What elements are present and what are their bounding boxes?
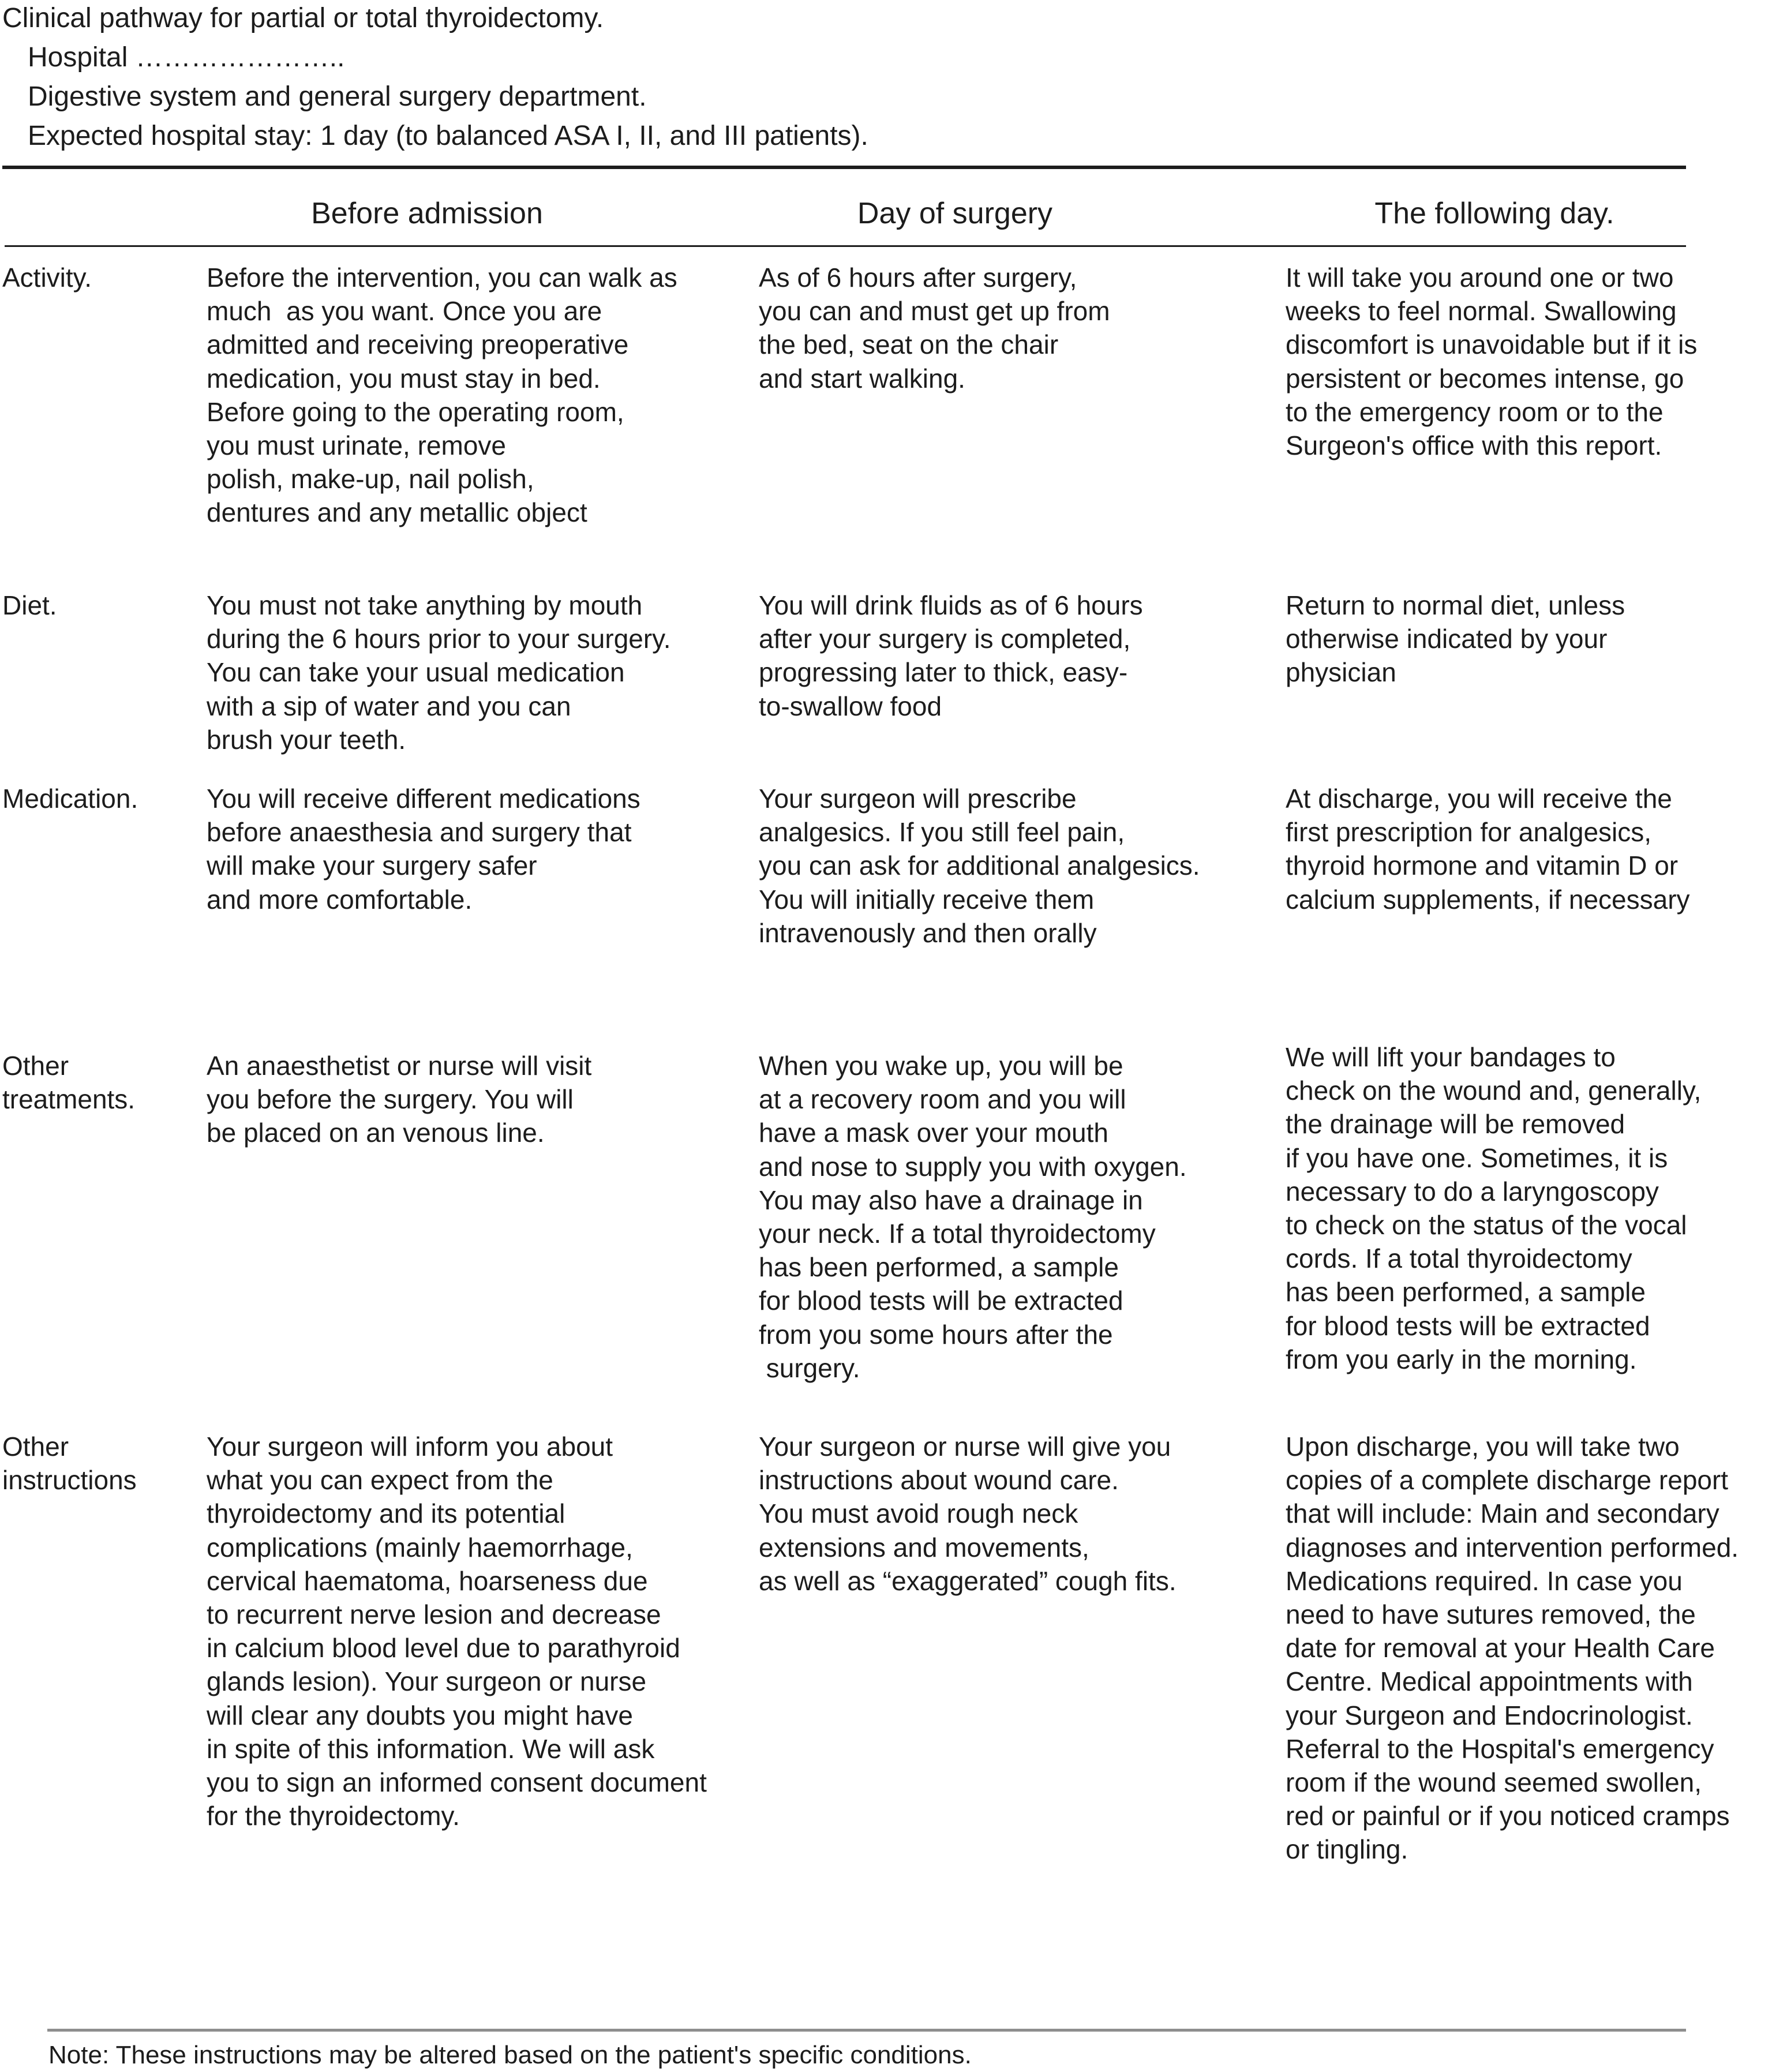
diet-day-of-surgery: You will drink fluids as of 6 hours after your surgery is completed, progressing later to thick, easy- to-swallow food xyxy=(759,590,1143,721)
diet-before-admission: You must not take anything by mouth during the 6 hours prior to your surgery. You can take your usual medication with a sip of water and you can brush your teeth. xyxy=(207,590,671,755)
activity-day-of-surgery: As of 6 hours after surgery, you can and must get up from the bed, seat on the chair and start walking. xyxy=(759,263,1110,394)
medication-following-day: At discharge, you will receive the first prescription for analgesics, thyroid hormone and vitamin D or calcium supplements, if necessary xyxy=(1286,784,1690,915)
row-label-other-treatments: Other treatments. xyxy=(2,1051,136,1115)
diet-following-day: Return to normal diet, unless otherwise indicated by your physician xyxy=(1286,590,1625,688)
top-divider xyxy=(2,166,1686,169)
footer-divider xyxy=(47,2029,1686,2032)
activity-before-admission: Before the intervention, you can walk as much as you want. Once you are admitted and receiving preoperative medication, you must stay in bed. Before going to the operating room, you must urinate, remove polish, make-up, nail polish, dentures and any metallic object xyxy=(207,263,677,528)
footnote: Note: These instructions may be altered based on the patient's specific conditions. xyxy=(48,2041,972,2069)
row-label-medication: Medication. xyxy=(2,784,138,814)
other-treatments-following-day: We will lift your bandages to check on the wound and, generally, the drainage will be removed if you have one. Sometimes, it is necessary to do a laryngoscopy to check on the status of the vocal cords. If a total thyroidectomy has been performed, a sample for blood tests will be extracted from you early in the morning. xyxy=(1286,1042,1702,1374)
header-divider xyxy=(5,245,1686,247)
expected-stay-line: Expected hospital stay: 1 day (to balanced ASA I, II, and III patients). xyxy=(28,121,868,151)
other-instructions-before-admission: Your surgeon will inform you about what you can expect from the thyroidectomy and its potential complications (mainly haemorrhage, cervical haematoma, hoarseness due to recurrent nerve lesion and decrease in calcium blood level due to parathyroid glands lesion). Your surgeon or nurse will clear any doubts you might have in spite of this information. We will ask you to sign an informed consent document for the thyroidectomy. xyxy=(207,1432,707,1831)
hospital-line: Hospital ………………….. xyxy=(28,42,345,73)
other-instructions-following-day: Upon discharge, you will take two copies of a complete discharge report that will include: Main and secondary diagnoses and intervention performed. Medications required. In case you need to have sutures removed, the date for removal at your Health Care Centre. Medical appointments with your Surgeon and Endocrinologist. Referral to the Hospital's emergency room if the wound seemed swollen, red or painful or if you noticed cramps or tingling. xyxy=(1286,1432,1739,1865)
row-label-other-instructions: Other instructions xyxy=(2,1432,137,1496)
column-header-following-day: The following day. xyxy=(1374,197,1614,230)
other-treatments-before-admission: An anaesthetist or nurse will visit you before the surgery. You will be placed on an venous line. xyxy=(207,1051,592,1148)
medication-day-of-surgery: Your surgeon will prescribe analgesics. If you still feel pain, you can ask for additional analgesics. You will initially receive them intravenously and then orally xyxy=(759,784,1200,948)
other-instructions-day-of-surgery: Your surgeon or nurse will give you instructions about wound care. You must avoid rough neck extensions and movements, as well as “exaggerated” cough fits. xyxy=(759,1432,1177,1596)
medication-before-admission: You will receive different medications before anaesthesia and surgery that will make your surgery safer and more comfortable. xyxy=(207,784,640,915)
activity-following-day: It will take you around one or two weeks to feel normal. Swallowing discomfort is unavoidable but if it is persistent or becomes intense, go to the emergency room or to the Surgeon's office with this report. xyxy=(1286,263,1698,461)
department-line: Digestive system and general surgery department. xyxy=(28,81,647,112)
row-label-diet: Diet. xyxy=(2,590,57,620)
column-header-day-of-surgery: Day of surgery xyxy=(857,197,1053,230)
column-header-before-admission: Before admission xyxy=(311,197,543,230)
row-label-activity: Activity. xyxy=(2,263,92,293)
document-title: Clinical pathway for partial or total thyroidectomy. xyxy=(2,3,604,33)
other-treatments-day-of-surgery: When you wake up, you will be at a recovery room and you will have a mask over your mouth and nose to supply you with oxygen. You may also have a drainage in your neck. If a total thyroidectomy has been performed, a sample for blood tests will be extracted from you some hours after the surgery. xyxy=(759,1051,1187,1383)
